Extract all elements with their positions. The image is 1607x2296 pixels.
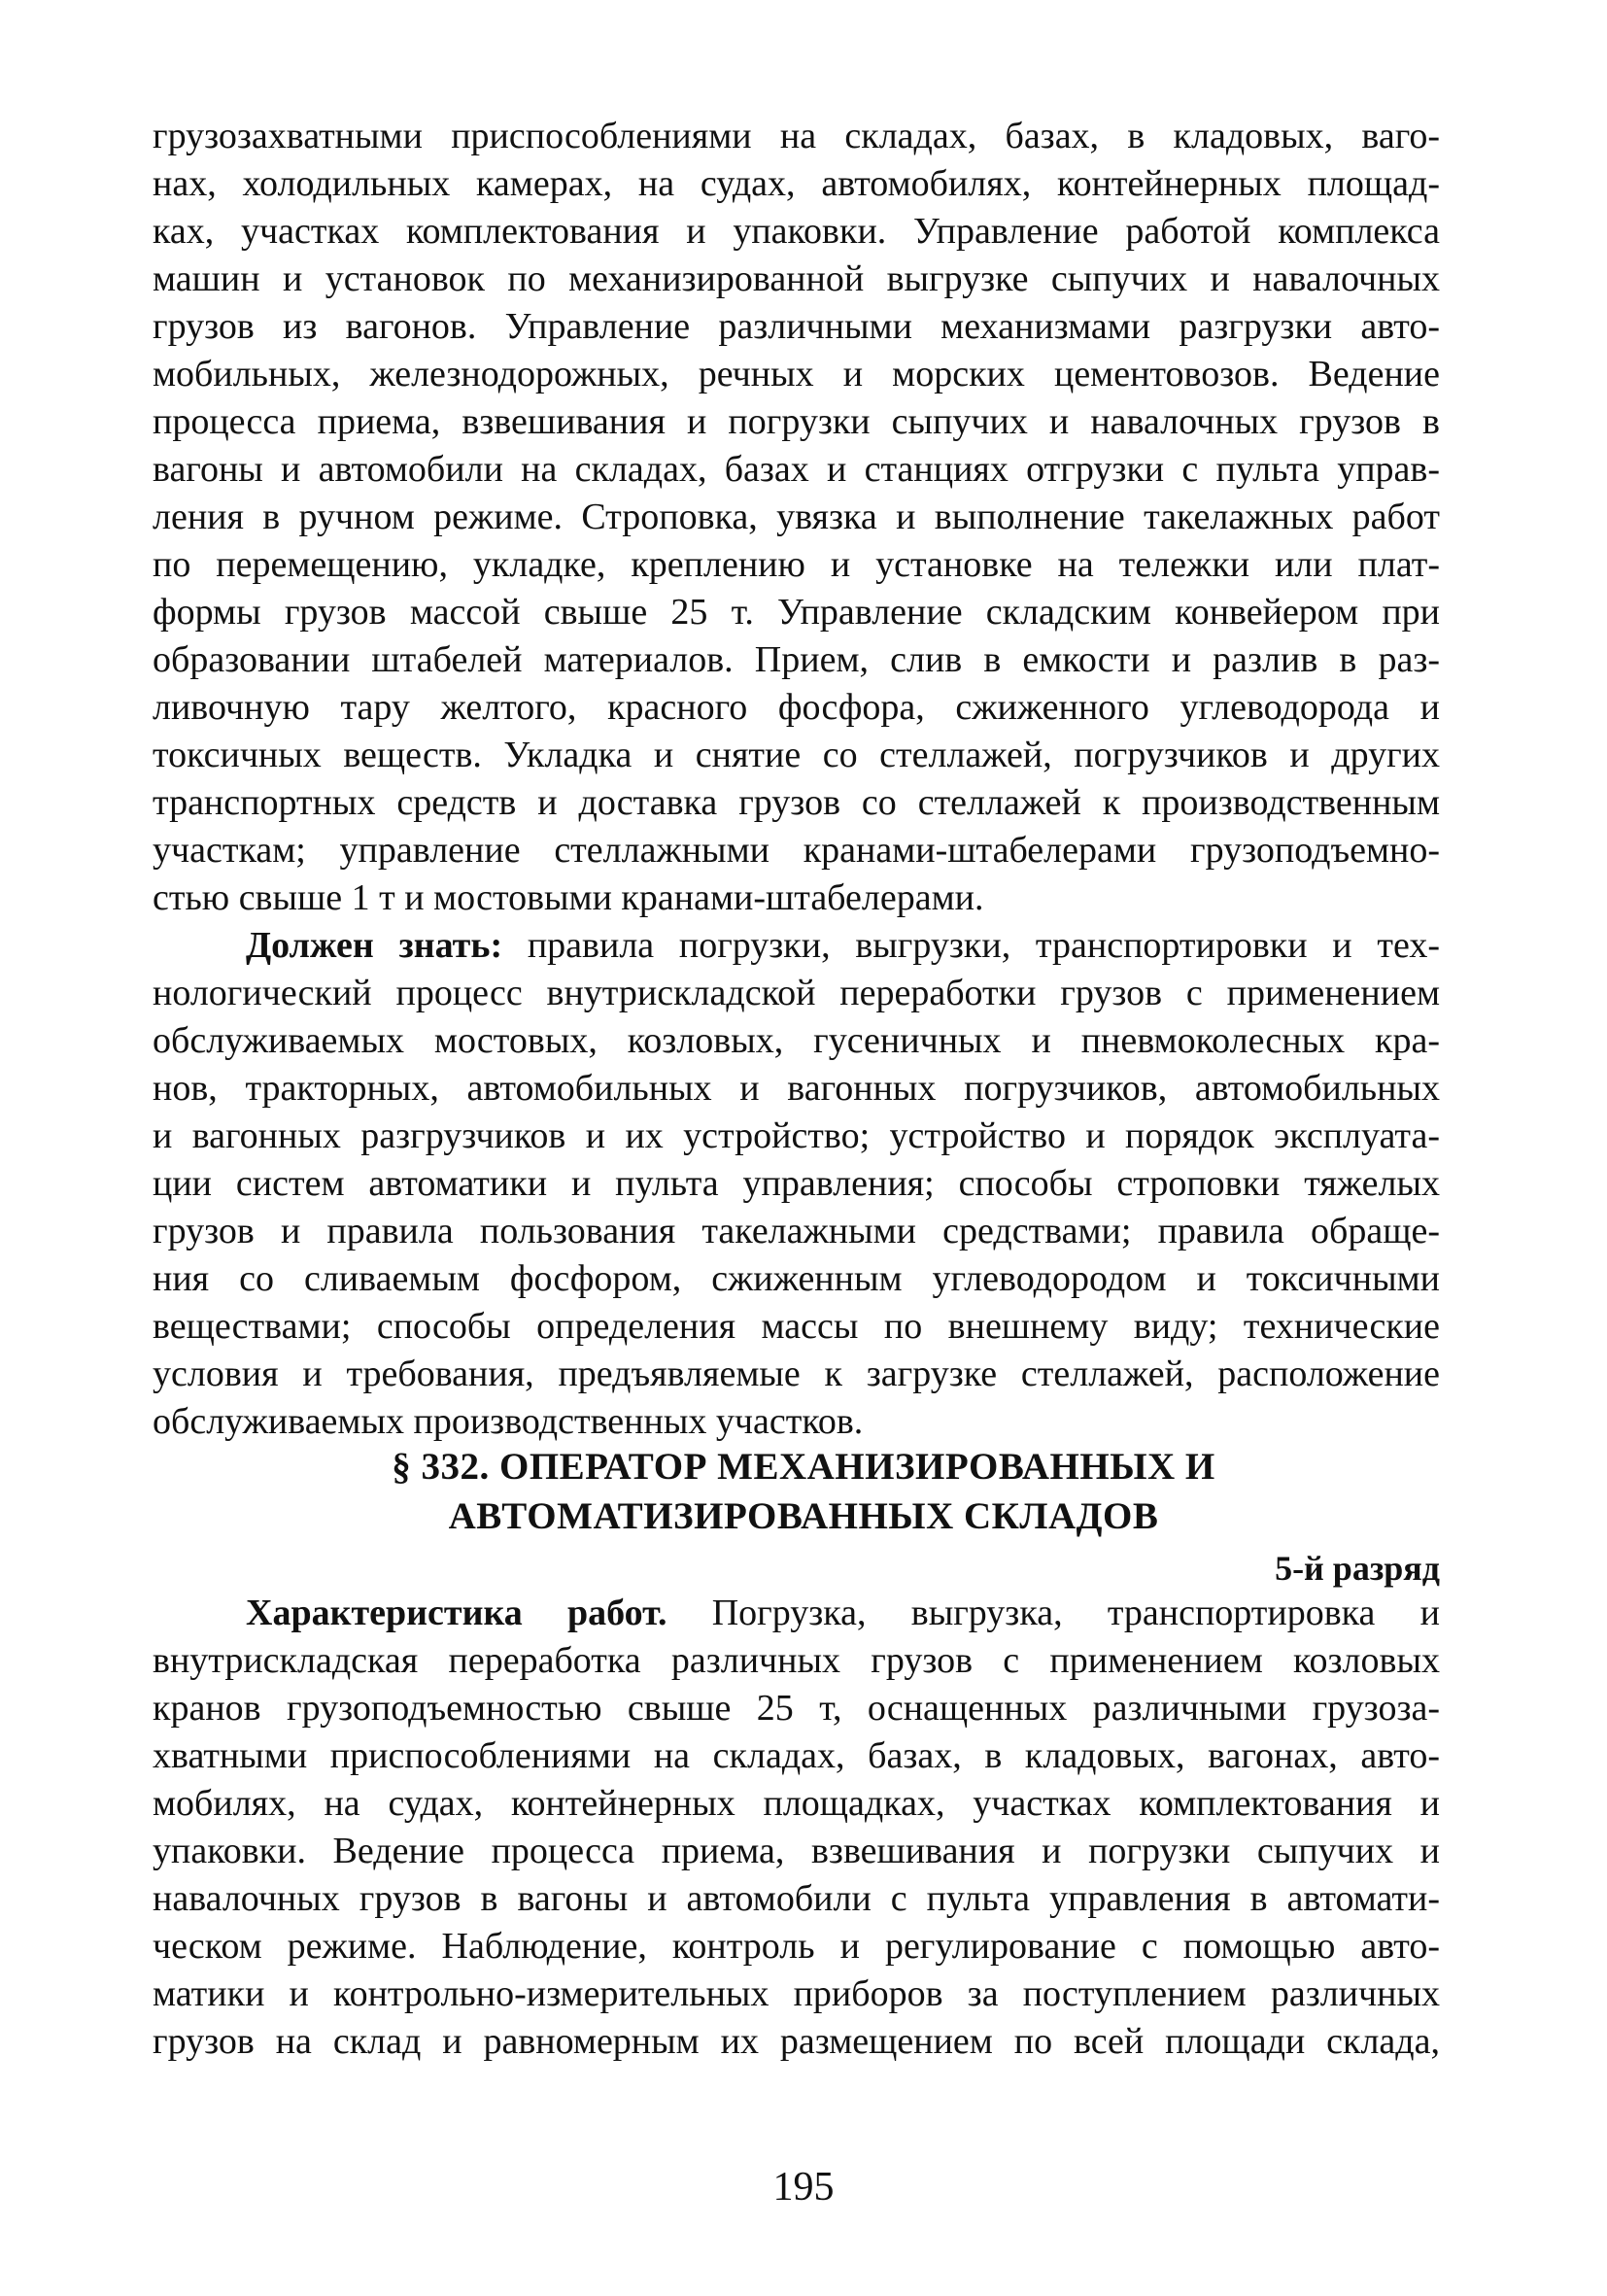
grade-label: 5-й разряд	[1275, 1549, 1440, 1588]
text-line: машин и установок по механизированной выгрузке сыпучих и навалочных	[153, 258, 1440, 299]
text-line: образовании штабелей материалов. Прием, слив в емкости и разлив в раз-	[153, 639, 1440, 680]
text-line: грузов на склад и равномерным их размещением по всей площади склада,	[153, 2021, 1440, 2062]
text-line: упаковки. Ведение процесса приема, взвешивания и погрузки сыпучих и	[153, 1831, 1440, 1871]
text-line: матики и контрольно-измерительных приборов за поступлением различных	[153, 1973, 1440, 2014]
text-line: ления в ручном режиме. Строповка, увязка и выполнение такелажных работ	[153, 497, 1440, 537]
text-line: внутрискладская переработка различных грузов с применением козловых	[153, 1640, 1440, 1681]
text-line: обслуживаемых производственных участков.	[153, 1401, 864, 1442]
text-line: нологический процесс внутрискладской переработки грузов с применением	[153, 973, 1440, 1013]
text-line: участкам; управление стеллажными кранами-штабелерами грузоподъемно-	[153, 830, 1440, 871]
text-line: обслуживаемых мостовых, козловых, гусеничных и пневмоколесных кра-	[153, 1020, 1440, 1061]
text-run: правила погрузки, выгрузки, транспортировки и тех-	[502, 925, 1440, 966]
text-line	[246, 1590, 1440, 1636]
text-line: мобилях, на судах, контейнерных площадках, участках комплектования и	[153, 1783, 1440, 1824]
text-line: ции систем автоматики и пульта управления; способы строповки тяжелых	[153, 1163, 1440, 1204]
text-line: грузов и правила пользования такелажными средствами; правила обраще-	[153, 1211, 1440, 1251]
text-line: веществами; способы определения массы по внешнему виду; технические	[153, 1306, 1440, 1347]
lead-label: Характеристика работ.	[246, 1593, 667, 1633]
text-line: формы грузов массой свыше 25 т. Управление складским конвейером при	[153, 592, 1440, 633]
text-line: нов, тракторных, автомобильных и вагонных погрузчиков, автомобильных	[153, 1068, 1440, 1109]
text-line: вагоны и автомобили на складах, базах и станциях отгрузки с пульта управ-	[153, 449, 1440, 490]
text-line: процесса приема, взвешивания и погрузки сыпучих и навалочных грузов в	[153, 401, 1440, 442]
text-line: ках, участках комплектования и упаковки. Управление работой комплекса	[153, 211, 1440, 252]
text-line: ливочную тару желтого, красного фосфора, сжиженного углеводорода и	[153, 687, 1440, 728]
text-line: ния со сливаемым фосфором, сжиженным углеводородом и токсичными	[153, 1258, 1440, 1299]
heading-line: § 332. ОПЕРАТОР МЕХАНИЗИРОВАННЫХ И	[392, 1446, 1215, 1488]
heading-line: АВТОМАТИЗИРОВАННЫХ СКЛАДОВ	[448, 1495, 1159, 1537]
text-line: мобильных, железнодорожных, речных и морских цементовозов. Ведение	[153, 354, 1440, 394]
text-line: и вагонных разгрузчиков и их устройство; устройство и порядок эксплуата-	[153, 1115, 1440, 1156]
text-line: хватными приспособлениями на складах, базах, в кладовых, вагонах, авто-	[153, 1735, 1440, 1776]
text-line: ческом режиме. Наблюдение, контроль и регулирование с помощью авто-	[153, 1926, 1440, 1967]
text-line: транспортных средств и доставка грузов со стеллажей к производственным	[153, 782, 1440, 823]
text-line: кранов грузоподъемностью свыше 25 т, оснащенных различными грузоза-	[153, 1688, 1440, 1729]
page-number: 195	[772, 2165, 835, 2210]
text-line: токсичных веществ. Укладка и снятие со стеллажей, погрузчиков и других	[153, 735, 1440, 775]
text-line: условия и требования, предъявляемые к загрузке стеллажей, расположение	[153, 1354, 1440, 1394]
lead-label: Должен знать:	[246, 925, 503, 966]
text-line: нах, холодильных камерах, на судах, автомобилях, контейнерных площад-	[153, 163, 1440, 204]
text-line: по перемещению, укладке, креплению и установке на тележки или плат-	[153, 544, 1440, 585]
text-line: навалочных грузов в вагоны и автомобили с пульта управления в автомати-	[153, 1878, 1440, 1919]
text-line: грузов из вагонов. Управление различными механизмами разгрузки авто-	[153, 306, 1440, 347]
text-line: стью свыше 1 т и мостовыми кранами-штабелерами.	[153, 877, 984, 918]
text-run: Погрузка, выгрузка, транспортировка и	[667, 1593, 1441, 1633]
text-line: грузозахватными приспособлениями на складах, базах, в кладовых, ваго-	[153, 116, 1440, 156]
text-line	[246, 922, 1440, 969]
